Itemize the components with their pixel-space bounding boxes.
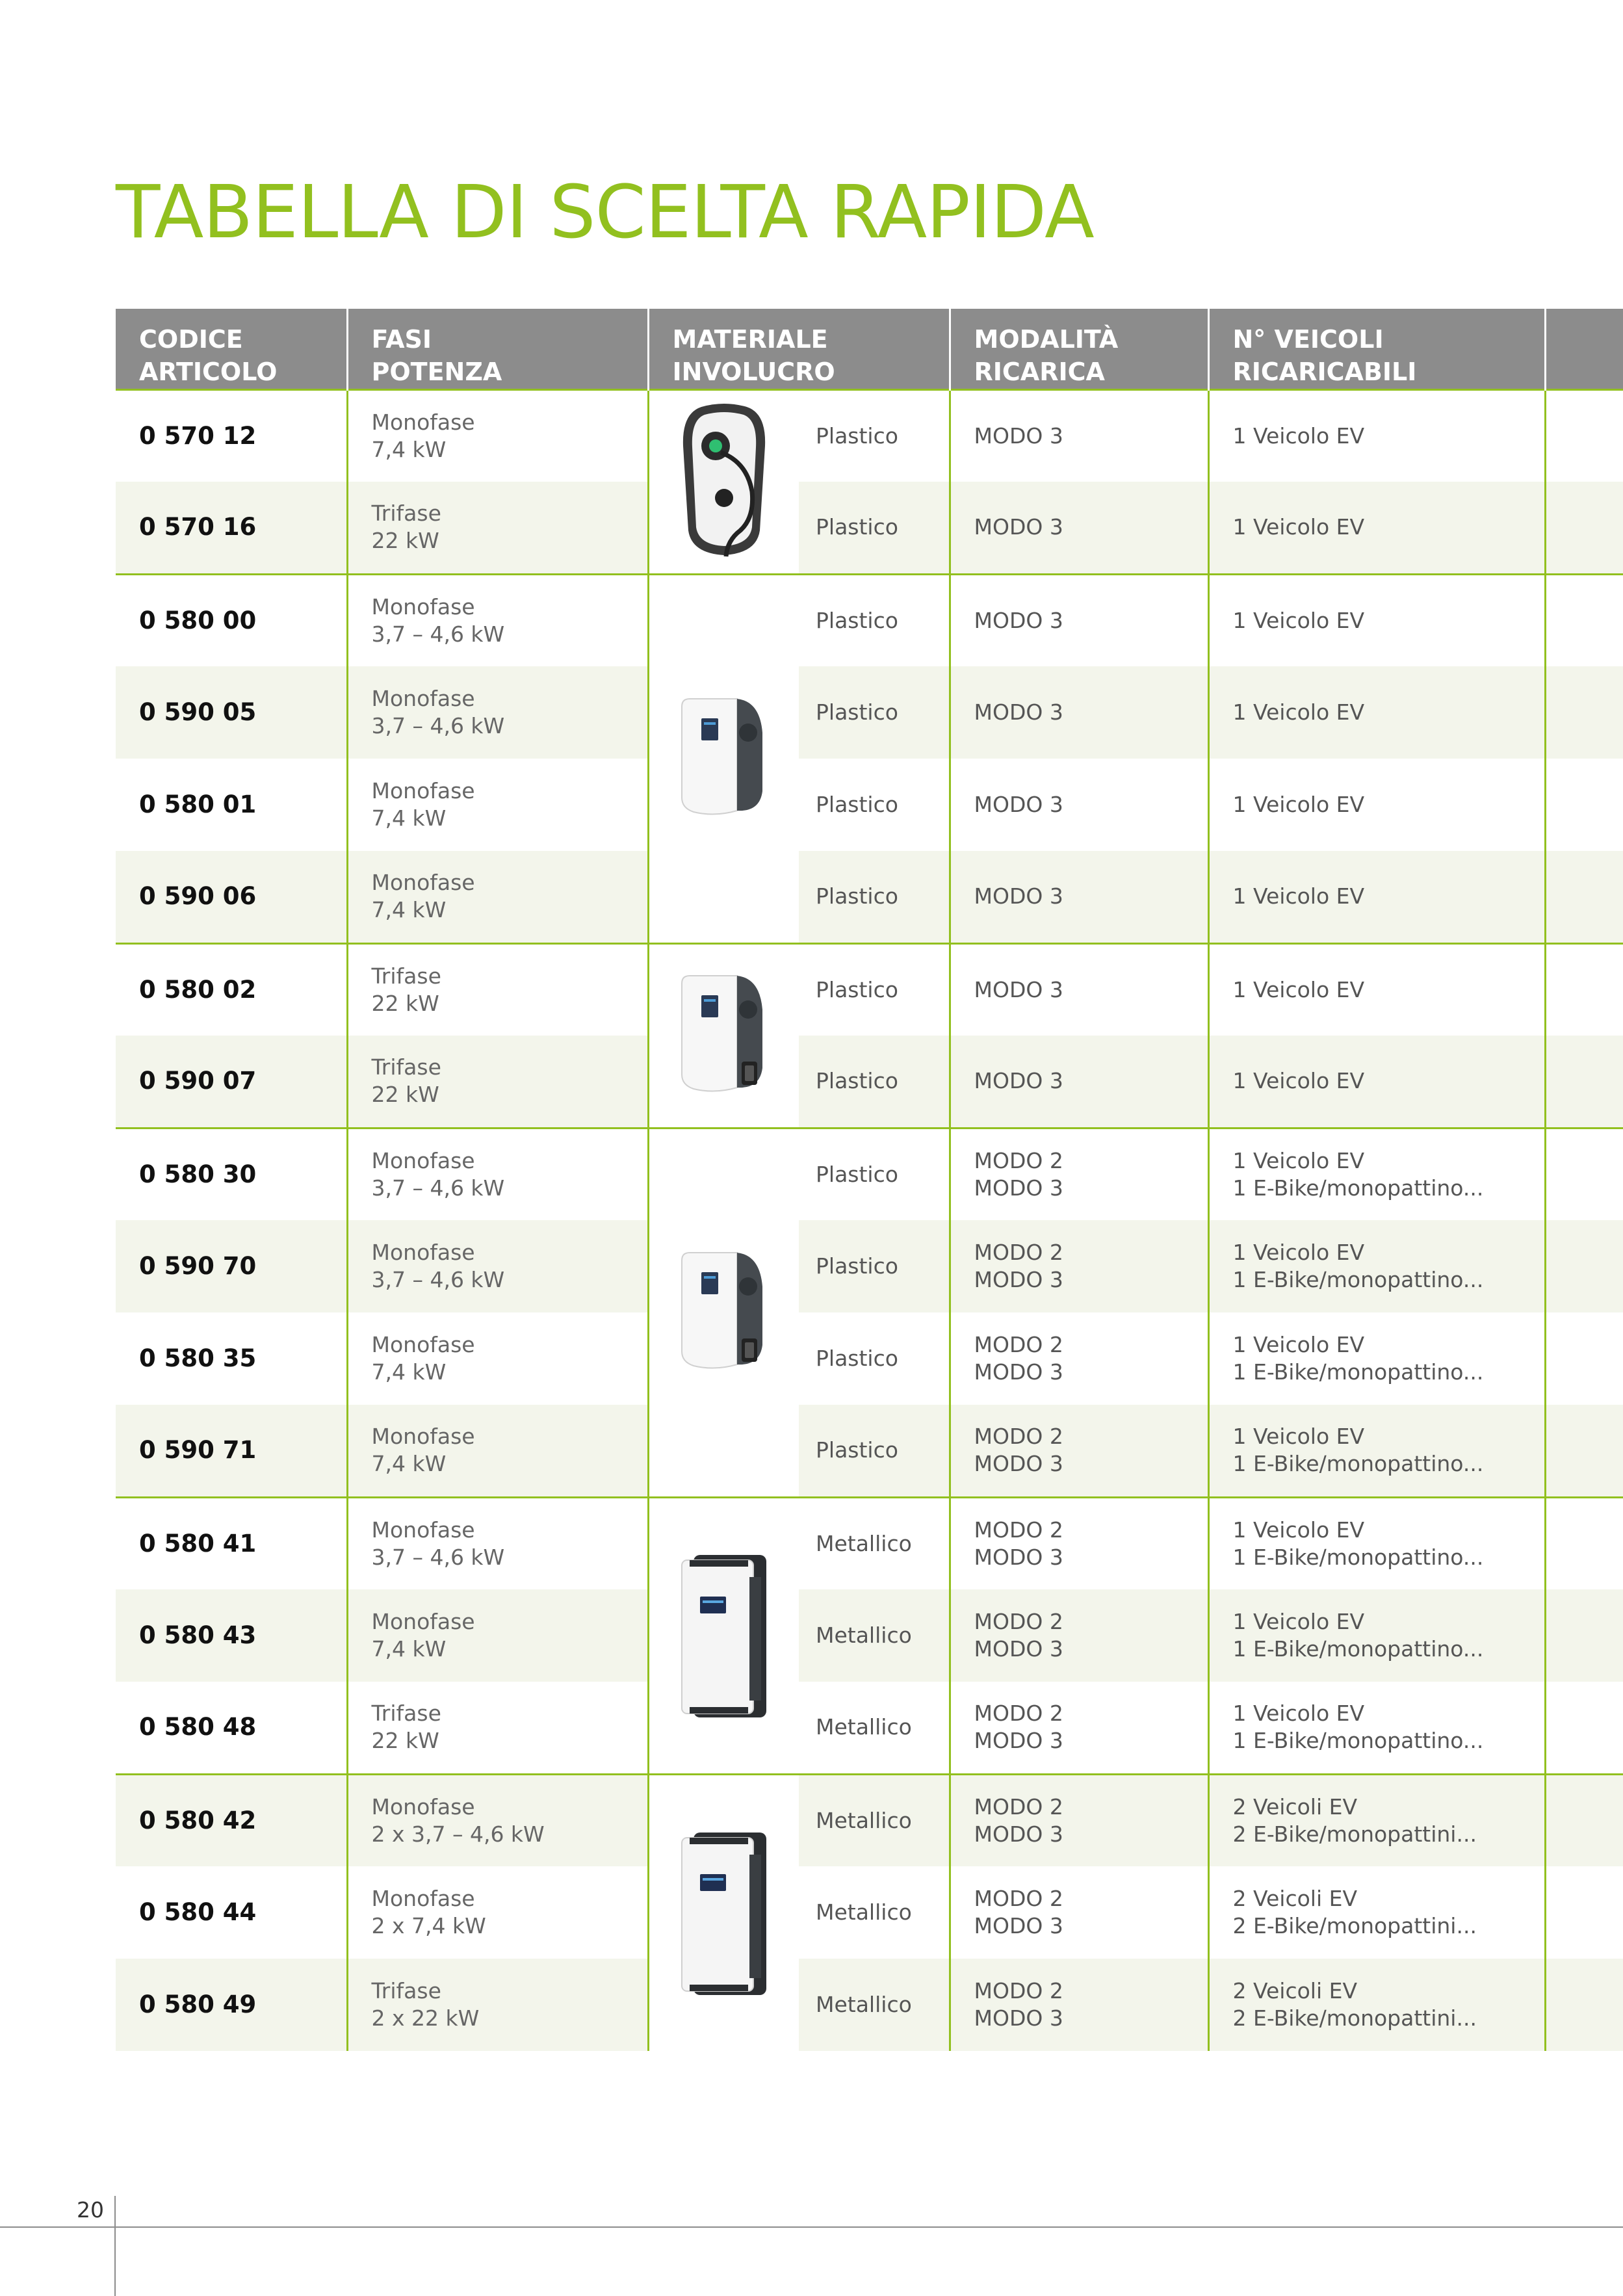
row-extra bbox=[1545, 759, 1623, 851]
phase-power: Monofase 7,4 kW bbox=[347, 851, 648, 943]
table-row bbox=[116, 1312, 1623, 1405]
charging-mode: MODO 3 bbox=[950, 851, 1208, 943]
enclosure-material: Metallico bbox=[799, 1866, 950, 1959]
charger-white-wallbox-with-socket-icon bbox=[649, 1247, 799, 1377]
charging-mode: MODO 2 MODO 3 bbox=[950, 1220, 1208, 1312]
enclosure-material: Plastico bbox=[799, 666, 950, 759]
vehicle-count: 1 Veicolo EV 1 E-Bike/monopattino... bbox=[1208, 1220, 1545, 1312]
row-extra bbox=[1545, 1589, 1623, 1682]
table-row bbox=[116, 1220, 1623, 1312]
enclosure-material: Plastico bbox=[799, 482, 950, 574]
row-extra bbox=[1545, 1959, 1623, 2051]
vehicle-count: 2 Veicoli EV 2 E-Bike/monopattini... bbox=[1208, 1866, 1545, 1959]
vehicle-count: 1 Veicolo EV 1 E-Bike/monopattino... bbox=[1208, 1128, 1545, 1220]
vehicle-count: 2 Veicoli EV 2 E-Bike/monopattini... bbox=[1208, 1959, 1545, 2051]
phase-power: Monofase 7,4 kW bbox=[347, 389, 648, 482]
charging-mode: MODO 2 MODO 3 bbox=[950, 1128, 1208, 1220]
phase-power: Trifase 22 kW bbox=[347, 943, 648, 1036]
row-extra bbox=[1545, 389, 1623, 482]
table-row bbox=[116, 574, 1623, 666]
vehicle-count: 1 Veicolo EV bbox=[1208, 943, 1545, 1036]
charging-mode: MODO 3 bbox=[950, 482, 1208, 574]
table-row bbox=[116, 759, 1623, 851]
article-code: 0 580 02 bbox=[116, 943, 347, 1036]
charging-mode: MODO 3 bbox=[950, 574, 1208, 666]
footer-vertical-divider bbox=[114, 2196, 116, 2296]
phase-power: Trifase 22 kW bbox=[347, 1682, 648, 1774]
table-row bbox=[116, 1128, 1623, 1220]
enclosure-material: Metallico bbox=[799, 1959, 950, 2051]
article-code: 0 580 48 bbox=[116, 1682, 347, 1774]
charging-mode: MODO 3 bbox=[950, 666, 1208, 759]
enclosure-material: Plastico bbox=[799, 1220, 950, 1312]
enclosure-material: Metallico bbox=[799, 1589, 950, 1682]
charging-mode: MODO 3 bbox=[950, 1036, 1208, 1128]
vehicle-count: 1 Veicolo EV bbox=[1208, 574, 1545, 666]
phase-power: Monofase 7,4 kW bbox=[347, 759, 648, 851]
table-row bbox=[116, 851, 1623, 943]
charging-mode: MODO 2 MODO 3 bbox=[950, 1774, 1208, 1866]
table-row bbox=[116, 1405, 1623, 1497]
vehicle-count: 1 Veicolo EV bbox=[1208, 666, 1545, 759]
table-row bbox=[116, 1682, 1623, 1774]
page-number: 20 bbox=[77, 2197, 104, 2223]
phase-power: Monofase 3,7 – 4,6 kW bbox=[347, 1220, 648, 1312]
product-image bbox=[648, 1128, 799, 1497]
article-code: 0 580 44 bbox=[116, 1866, 347, 1959]
vehicle-count: 1 Veicolo EV 1 E-Bike/monopattino... bbox=[1208, 1312, 1545, 1405]
row-extra bbox=[1545, 666, 1623, 759]
article-code: 0 580 01 bbox=[116, 759, 347, 851]
row-extra bbox=[1545, 1682, 1623, 1774]
phase-power: Monofase 7,4 kW bbox=[347, 1312, 648, 1405]
row-extra bbox=[1545, 482, 1623, 574]
article-code: 0 570 16 bbox=[116, 482, 347, 574]
phase-power: Monofase 3,7 – 4,6 kW bbox=[347, 1128, 648, 1220]
header-modalita: MODALITÀ RICARICA bbox=[950, 309, 1208, 389]
charger-white-wallbox-with-display-icon bbox=[649, 694, 799, 824]
table-row bbox=[116, 1959, 1623, 2051]
charging-mode: MODO 2 MODO 3 bbox=[950, 1312, 1208, 1405]
charging-mode: MODO 2 MODO 3 bbox=[950, 1405, 1208, 1497]
charger-metal-wallbox-icon bbox=[649, 1829, 799, 1998]
article-code: 0 580 35 bbox=[116, 1312, 347, 1405]
vehicle-count: 2 Veicoli EV 2 E-Bike/monopattini... bbox=[1208, 1774, 1545, 1866]
article-code: 0 590 07 bbox=[116, 1036, 347, 1128]
charger-white-wallbox-with-socket-icon bbox=[649, 971, 799, 1101]
table-row bbox=[116, 389, 1623, 482]
article-code: 0 590 06 bbox=[116, 851, 347, 943]
enclosure-material: Plastico bbox=[799, 1405, 950, 1497]
article-code: 0 580 30 bbox=[116, 1128, 347, 1220]
row-extra bbox=[1545, 574, 1623, 666]
phase-power: Monofase 2 x 3,7 – 4,6 kW bbox=[347, 1774, 648, 1866]
quick-selection-table bbox=[116, 309, 1623, 2051]
row-extra bbox=[1545, 1036, 1623, 1128]
header-codice: CODICE ARTICOLO bbox=[116, 309, 347, 389]
table-row bbox=[116, 1036, 1623, 1128]
article-code: 0 580 49 bbox=[116, 1959, 347, 2051]
vehicle-count: 1 Veicolo EV bbox=[1208, 1036, 1545, 1128]
enclosure-material: Metallico bbox=[799, 1682, 950, 1774]
charging-mode: MODO 2 MODO 3 bbox=[950, 1589, 1208, 1682]
row-extra bbox=[1545, 1405, 1623, 1497]
vehicle-count: 1 Veicolo EV bbox=[1208, 759, 1545, 851]
row-extra bbox=[1545, 943, 1623, 1036]
table-row bbox=[116, 1589, 1623, 1682]
article-code: 0 590 05 bbox=[116, 666, 347, 759]
table-row bbox=[116, 1774, 1623, 1866]
phase-power: Monofase 2 x 7,4 kW bbox=[347, 1866, 648, 1959]
enclosure-material: Plastico bbox=[799, 851, 950, 943]
enclosure-material: Metallico bbox=[799, 1774, 950, 1866]
charger-metal-wallbox-icon bbox=[649, 1551, 799, 1720]
vehicle-count: 1 Veicolo EV 1 E-Bike/monopattino... bbox=[1208, 1497, 1545, 1589]
row-extra bbox=[1545, 1312, 1623, 1405]
charging-mode: MODO 2 MODO 3 bbox=[950, 1497, 1208, 1589]
charging-mode: MODO 2 MODO 3 bbox=[950, 1682, 1208, 1774]
article-code: 0 570 12 bbox=[116, 389, 347, 482]
article-code: 0 590 71 bbox=[116, 1405, 347, 1497]
vehicle-count: 1 Veicolo EV bbox=[1208, 851, 1545, 943]
vehicle-count: 1 Veicolo EV 1 E-Bike/monopattino... bbox=[1208, 1405, 1545, 1497]
article-code: 0 580 42 bbox=[116, 1774, 347, 1866]
header-extra bbox=[1545, 309, 1623, 389]
header-fasi: FASI POTENZA bbox=[347, 309, 648, 389]
product-image bbox=[648, 574, 799, 943]
article-code: 0 590 70 bbox=[116, 1220, 347, 1312]
charging-mode: MODO 3 bbox=[950, 759, 1208, 851]
phase-power: Monofase 3,7 – 4,6 kW bbox=[347, 666, 648, 759]
phase-power: Monofase 3,7 – 4,6 kW bbox=[347, 574, 648, 666]
page-title: TABELLA DI SCELTA RAPIDA bbox=[116, 170, 1094, 255]
charging-mode: MODO 3 bbox=[950, 943, 1208, 1036]
enclosure-material: Metallico bbox=[799, 1497, 950, 1589]
phase-power: Monofase 3,7 – 4,6 kW bbox=[347, 1497, 648, 1589]
vehicle-count: 1 Veicolo EV 1 E-Bike/monopattino... bbox=[1208, 1682, 1545, 1774]
charger-round-wallbox-with-cable-icon bbox=[649, 400, 799, 563]
enclosure-material: Plastico bbox=[799, 1128, 950, 1220]
table-row bbox=[116, 1866, 1623, 1959]
article-code: 0 580 43 bbox=[116, 1589, 347, 1682]
phase-power: Monofase 7,4 kW bbox=[347, 1405, 648, 1497]
enclosure-material: Plastico bbox=[799, 943, 950, 1036]
vehicle-count: 1 Veicolo EV bbox=[1208, 482, 1545, 574]
phase-power: Trifase 2 x 22 kW bbox=[347, 1959, 648, 2051]
table-row bbox=[116, 666, 1623, 759]
product-image bbox=[648, 389, 799, 574]
enclosure-material: Plastico bbox=[799, 1312, 950, 1405]
product-image bbox=[648, 1497, 799, 1774]
header-materiale: MATERIALE INVOLUCRO bbox=[648, 309, 950, 389]
phase-power: Trifase 22 kW bbox=[347, 1036, 648, 1128]
table-row bbox=[116, 482, 1623, 574]
footer-divider bbox=[0, 2226, 1623, 2228]
phase-power: Monofase 7,4 kW bbox=[347, 1589, 648, 1682]
vehicle-count: 1 Veicolo EV 1 E-Bike/monopattino... bbox=[1208, 1589, 1545, 1682]
charging-mode: MODO 2 MODO 3 bbox=[950, 1959, 1208, 2051]
header-veicoli: N° VEICOLI RICARICABILI bbox=[1208, 309, 1545, 389]
row-extra bbox=[1545, 1128, 1623, 1220]
table-header-row bbox=[116, 309, 1623, 389]
row-extra bbox=[1545, 1866, 1623, 1959]
row-extra bbox=[1545, 1497, 1623, 1589]
enclosure-material: Plastico bbox=[799, 574, 950, 666]
enclosure-material: Plastico bbox=[799, 1036, 950, 1128]
product-image bbox=[648, 1774, 799, 2051]
vehicle-count: 1 Veicolo EV bbox=[1208, 389, 1545, 482]
charging-mode: MODO 3 bbox=[950, 389, 1208, 482]
table-row bbox=[116, 1497, 1623, 1589]
phase-power: Trifase 22 kW bbox=[347, 482, 648, 574]
article-code: 0 580 41 bbox=[116, 1497, 347, 1589]
product-image bbox=[648, 943, 799, 1128]
charging-mode: MODO 2 MODO 3 bbox=[950, 1866, 1208, 1959]
article-code: 0 580 00 bbox=[116, 574, 347, 666]
table-body bbox=[116, 389, 1623, 2051]
enclosure-material: Plastico bbox=[799, 389, 950, 482]
enclosure-material: Plastico bbox=[799, 759, 950, 851]
row-extra bbox=[1545, 1220, 1623, 1312]
row-extra bbox=[1545, 1774, 1623, 1866]
row-extra bbox=[1545, 851, 1623, 943]
table-row bbox=[116, 943, 1623, 1036]
